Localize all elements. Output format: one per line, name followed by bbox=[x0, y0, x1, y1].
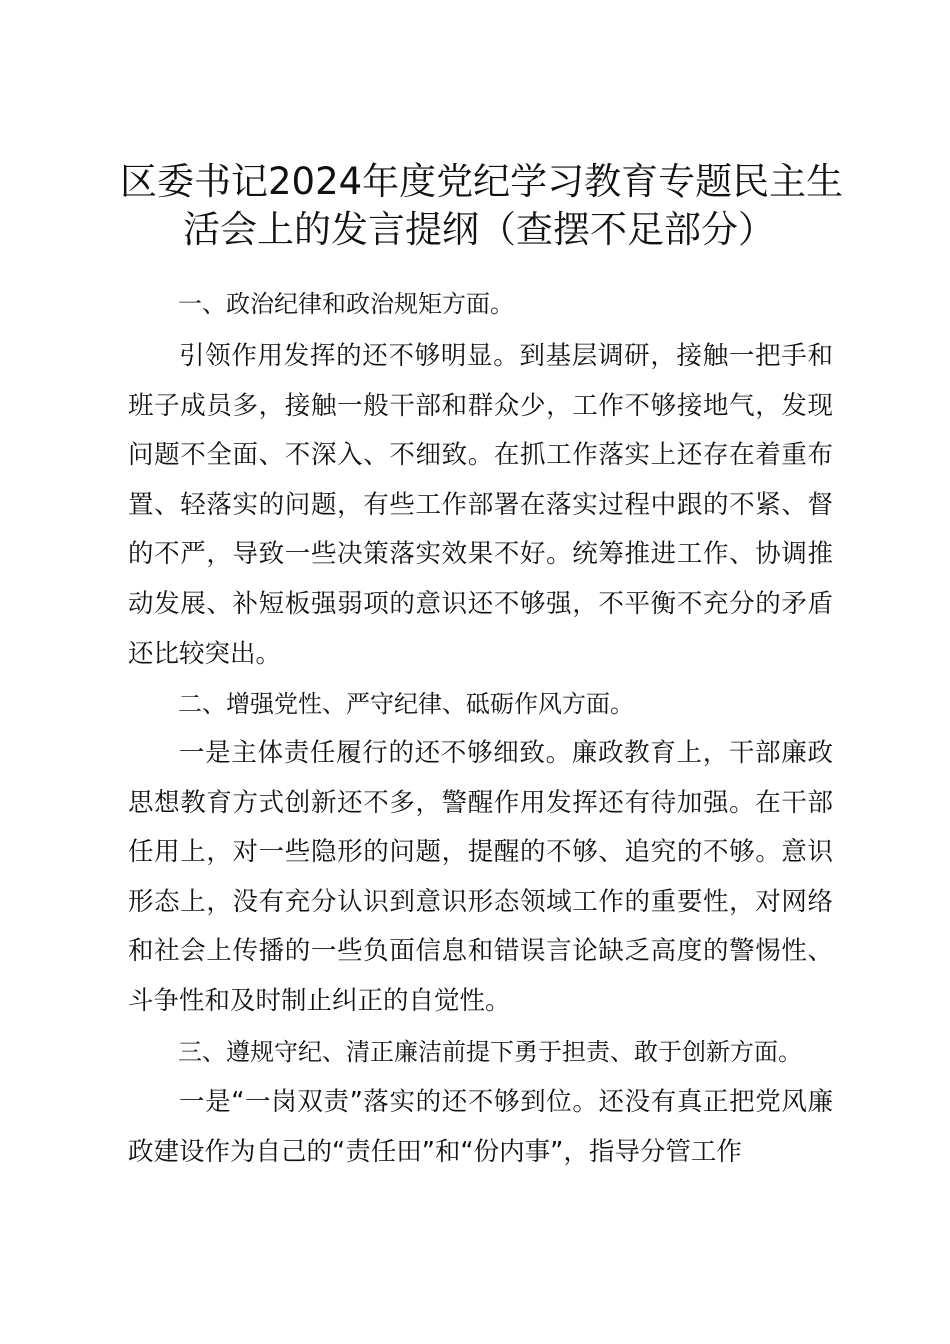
section-2-paragraph: 一是主体责任履行的还不够细致。廉政教育上，干部廉政思想教育方式创新还不多，警醒作用发挥还有待加强。在干部任用上，对一些隐形的问题，提醒的不够、追究的不够。意识形态上，没有充分认识到意识形态领域工作的重要性，对网络和社会上传播的一些负面信息和错误言论缺乏高度的警惕性、斗争性和及时制止纠正的自觉性。 bbox=[128, 738, 833, 1016]
section-1-paragraph: 引领作用发挥的还不够明显。到基层调研，接触一把手和班子成员多，接触一般干部和群众少，工作不够接地气，发现问题不全面、不深入、不细致。在抓工作落实上还存在着重布置、轻落实的问题，有些工作部署在落实过程中跟的不紧、督的不严，导致一些决策落实效果不好。统筹推进工作、协调推动发展、补短板强弱项的意识还不够强，不平衡不充分的矛盾还比较突出。 bbox=[128, 341, 833, 669]
document-title-line-1: 区委书记2024年度党纪学习教育专题民主生 bbox=[120, 160, 844, 203]
document-title-line-2: 活会上的发言提纲（查摆不足部分） bbox=[183, 208, 775, 251]
section-3-paragraph: 一是“一岗双责”落实的还不够到位。还没有真正把党风廉政建设作为自己的“责任田”和“份内事”，指导分管工作 bbox=[128, 1087, 833, 1167]
section-3-heading: 三、遵规守纪、清正廉洁前提下勇于担责、敢于创新方面。 bbox=[178, 1038, 802, 1066]
section-1-heading: 一、政治纪律和政治规矩方面。 bbox=[178, 290, 514, 318]
section-2-heading: 二、增强党性、严守纪律、砥砺作风方面。 bbox=[178, 690, 634, 718]
